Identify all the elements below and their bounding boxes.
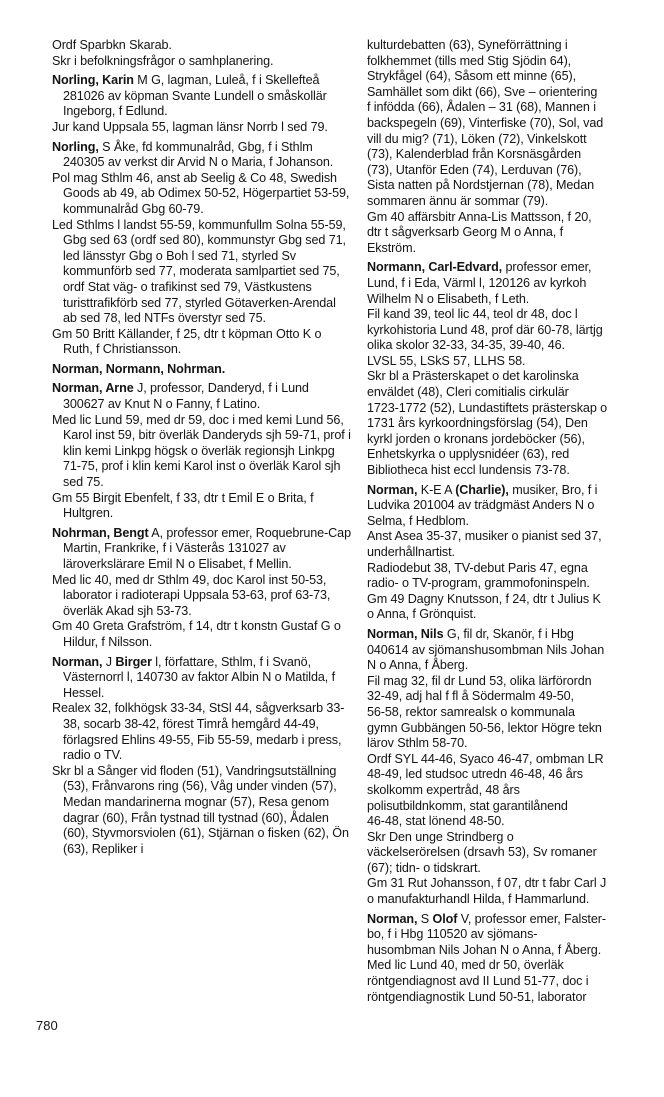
- text-line: polisutbildnkomm, stat garantilånend: [367, 798, 568, 813]
- text-line: Skr i befolkningsfrågor o samhplanering.: [52, 53, 274, 68]
- text-line: sommaren ännu är sommar (79).: [367, 193, 549, 208]
- text-line: radio- o TV-program, grammofoninspeln.: [367, 576, 590, 591]
- text-line: vill du mig? (71), Löken (72), Vinkelskott: [367, 131, 587, 146]
- entry-paragraph: [367, 830, 664, 877]
- entry-paragraph: Led Sthlms l landst 55-59, kommunfullm Solna 55-59, Gbg sed 63 (ordf sed 80), kommunstyr Gbg sed 71, led länsstyr Gbg o Boh l sed 71, styrled Sv kommunförb sed 77, moderata samlpartiet sed 75, ordf Stat väg- o trafikinst sed 79, Västkustens turisttrafikförb sed 77, styrled Götaverken-Arendal ab sed 78, led NTFs överstyr sed 75.: [52, 217, 346, 326]
- text-line: Enhetskyrka o upplysnidéer (63), red: [367, 447, 570, 462]
- entry-paragraph: [367, 38, 664, 210]
- biography-entry: Norman, J Birger l, författare, Sthlm, f i Svanö, Västernorrl l, 140730 av faktor Albin N o Matilda, f Hessel.: [52, 654, 336, 700]
- text-line: Samhället som dikt (66), Sve – orientering: [367, 84, 598, 99]
- text-line: Skr bl a Prästerskapet o det karolinska: [367, 369, 579, 384]
- text-line: o manufakturhandl Hilda, f Hammarlund.: [367, 892, 590, 907]
- text-line: bo, f i Hbg 110520 av sjömans-: [367, 927, 538, 942]
- text-line: 040614 av sjömanshusombman Nils Johan: [367, 642, 605, 657]
- text-line: Sista natten på Nordstjernan (78), Medan: [367, 178, 595, 193]
- text-line: (67); tidn- o tidskrart.: [367, 860, 481, 875]
- biography-entry: Nohrman, Bengt A, professor emer, Roquebrune-Cap Martin, Frankrike, f i Västerås 131027 av läroverkslärare Emil N o Elisabet, f Mellin.: [52, 525, 351, 571]
- cross-reference: [52, 362, 352, 378]
- entry-paragraph: Gm 50 Britt Källander, f 25, dtr t köpman Otto K o Ruth, f Christiansson.: [52, 326, 322, 357]
- text-line: Med lic Lund 40, med dr 50, överläk: [367, 958, 564, 973]
- biography-entry: Norling, S Åke, fd kommunalråd, Gbg, f i Sthlm 240305 av verkst dir Arvid N o Maria, f Johanson.: [52, 139, 334, 170]
- text-line: väckelserörelsen (drsavh 53), Sv romaner: [367, 845, 597, 860]
- entry-paragraph: [367, 561, 664, 592]
- entry-name: Norling,: [52, 139, 99, 154]
- text-line: Skr Den unge Strindberg o: [367, 829, 514, 844]
- entry-paragraph: [367, 958, 664, 1005]
- entry-name: Norman,: [367, 482, 418, 497]
- text-line: Ordf Sparbkn Skarab.: [52, 38, 172, 52]
- text-line: Strykfågel (64), Såsom ett minne (65),: [367, 69, 576, 84]
- text-line: Radiodebut 38, TV-debut Paris 47, egna: [367, 560, 588, 575]
- entry-paragraph: Gm 55 Birgit Ebenfelt, f 33, dtr t Emil E o Brita, f Hultgren.: [52, 490, 314, 521]
- text-line: skolkomm expertråd, 48 års: [367, 782, 520, 797]
- text-line: lärov Sthlm 58-70.: [367, 736, 468, 751]
- left-column: [52, 38, 352, 857]
- text-line: kyrkohistoria Lund 48, prof där 60-78, lärtjg: [367, 322, 603, 337]
- text-line: N o Anna, f Åberg.: [367, 658, 469, 673]
- text-line: 1723-1772 (52), Lundastiftets prästerskap o: [367, 400, 608, 415]
- biography-entry: Norling, Karin M G, lagman, Luleå, f i Skellefteå 281026 av köpman Svante Lundell o småskollär Ingeborg, f Edlund.: [52, 73, 327, 119]
- entry-paragraph: [367, 876, 664, 907]
- entry-paragraph: Realex 32, folkhögsk 33-34, StSl 44, sågverksarb 33-38, socarb 38-42, förest Timrå hemgård 44-49, förlagsred Ehlins 49-55, Fib 55-59, medarb i press, radio o TV.: [52, 701, 345, 763]
- entry-paragraph: Pol mag Sthlm 46, anst ab Seelig & Co 48, Swedish Goods ab 49, ab Odimex 50-52, Högerpartiet 53-59, kommunalråd Gbg 60-79.: [52, 170, 350, 216]
- text-line: kyrkl jorden o kronans jordeböcker (56),: [367, 431, 585, 446]
- text-line: 56-58, rektor samrealsk o kommunala: [367, 704, 575, 719]
- biography-entry: [367, 483, 664, 530]
- entry-paragraph: Gm 40 Greta Grafström, f 14, dtr t konstn Gustaf G o Hildur, f Nilsson.: [52, 619, 341, 649]
- entry-paragraph: [367, 592, 664, 623]
- entry-name: Nohrman, Bengt: [52, 525, 149, 540]
- biography-entry: [367, 627, 664, 674]
- text-line: (73), Utanför Eden (74), Lerduvan (76),: [367, 162, 582, 177]
- entry-name: Normann, Carl-Edvard,: [367, 260, 503, 275]
- text-line: Fil kand 39, teol lic 44, teol dr 48, doc l: [367, 307, 578, 322]
- text-line: Fil mag 32, fil dr Lund 53, olika lärförordn: [367, 673, 592, 688]
- text-line: gymn Gubbängen 50-56, lektor Högre tekn: [367, 720, 602, 735]
- entry-name: Norman, Arne: [52, 381, 134, 396]
- text-line: Norman, S Olof V, professor emer, Falster-: [367, 911, 606, 926]
- entry-paragraph: [367, 210, 664, 257]
- biography-entry: Norman, Arne J, professor, Danderyd, f i Lund 300627 av Knut N o Fanny, f Latino.: [52, 381, 309, 412]
- text-line: Bibliotheca hist eccl lundensis 73-78.: [367, 463, 570, 478]
- text-line: röntgendiagnost avd II Lund 51-77, doc i: [367, 974, 589, 989]
- entry-paragraph: Med lic 40, med dr Sthlm 49, doc Karol inst 50-53, laborator i radioterapi Uppsala 53-63, prof 63-73, överläk Akad sjh 53-73.: [52, 572, 331, 618]
- text-line: backspegeln (69), Vinterfiske (70), Sol, vad: [367, 115, 604, 130]
- text-line: Anst Asea 35-37, musiker o pianist sed 37,: [367, 529, 602, 544]
- entry-given-name: Birger: [115, 654, 152, 669]
- biography-entry: [367, 912, 664, 959]
- text-line: o Anna, f Grönquist.: [367, 607, 477, 622]
- biography-entry: [367, 260, 664, 307]
- text-line: Selma, f Hedblom.: [367, 513, 469, 528]
- text-line: enväldet (48), Cleri comitialis cirkulär: [367, 385, 569, 400]
- entry-name: Norman,: [52, 654, 103, 669]
- text-line: 46-48, stat lönend 48-50.: [367, 814, 505, 829]
- entry-given-name: (Charlie),: [455, 482, 509, 497]
- entry-name: Norman,: [367, 911, 418, 926]
- text-line: Ekström.: [367, 240, 416, 255]
- text-line: Wilhelm N o Elisabeth, f Leth.: [367, 291, 530, 306]
- text-line: Lund, f i Eda, Värml l, 120126 av kyrkoh: [367, 275, 587, 290]
- entry-paragraph: [367, 307, 664, 369]
- text-line: (73), Kalenderblad från Korsnäsgården: [367, 147, 582, 162]
- text-line: husombman Nils Johan N o Anna, f Åberg.: [367, 942, 602, 957]
- text-line: Gm 40 affärsbitr Anna-Lis Mattsson, f 20,: [367, 209, 592, 224]
- text-line: 48-49, led studsoc utredn 46-48, 46 års: [367, 767, 583, 782]
- text-line: underhållnartist.: [367, 545, 455, 559]
- text-line: f infödda (66), Ådalen – 31 (68), Mannen i: [367, 100, 596, 115]
- text-line: Gm 49 Dagny Knutsson, f 24, dtr t Julius K: [367, 591, 601, 606]
- text-line: dtr t sågverksarb Georg M o Anna, f: [367, 225, 563, 240]
- text-line: Ordf SYL 44-46, Syaco 46-47, ombman LR: [367, 751, 604, 766]
- entry-name: Norman, Nils: [367, 626, 444, 641]
- text-line: röntgendiagnostik Lund 50-51, laborator: [367, 989, 587, 1004]
- text-line: 1731 års kyrkoordningsförslag (54), Den: [367, 416, 588, 431]
- text-line: LVSL 55, LSkS 57, LLHS 58.: [367, 353, 526, 368]
- text-line: olika skolor 32-33, 34-35, 39-40, 46.: [367, 338, 565, 353]
- entry-paragraph: [367, 529, 664, 560]
- page-number: 780: [36, 1018, 58, 1033]
- text-line: Gm 31 Rut Johansson, f 07, dtr t fabr Carl J: [367, 876, 607, 891]
- entry-paragraph: Skr bl a Sånger vid floden (51), Vandringsutställning (53), Frånvarons ring (56), Våg under vinden (57), Medan mandarinerna mognar (57), Resa genom dagrar (60), Från tystnad till tystnad (60), Ådalen (60), Styvmorsviolen (61), Stjärnan o fisken (62), Ön (63), Repliker i: [52, 763, 349, 856]
- text-line: Ludvika 201004 av trädgmäst Anders N o: [367, 498, 595, 513]
- right-column: [367, 38, 664, 1005]
- entry-paragraph: [367, 674, 664, 752]
- text-line: folkhemmet (tills med Stig Sjödin 64),: [367, 53, 572, 68]
- entry-name: Norling, Karin: [52, 73, 134, 88]
- entry-paragraph: [367, 369, 664, 478]
- entry-paragraph: Jur kand Uppsala 55, lagman länsr Norrb l sed 79.: [52, 119, 328, 134]
- entry-given-name: Olof: [432, 911, 458, 926]
- text-line: Norman, K-E A (Charlie), musiker, Bro, f i: [367, 482, 598, 497]
- text-line: kulturdebatten (63), Syneförrättning i: [367, 38, 568, 52]
- text-line: Norman, Nils G, fil dr, Skanör, f i Hbg: [367, 626, 574, 641]
- entry-paragraph: Med lic Lund 59, med dr 59, doc i med kemi Lund 56, Karol inst 59, bitr överläk Danderyds sjh 59-71, prof i klin kemi Linkpg högsk o överläk regionsjh Linkpg 71-75, prof i klin kemi Karol inst o överläk Karol sjh sed 75.: [52, 412, 351, 490]
- text-line: Normann, Carl-Edvard, professor emer,: [367, 260, 592, 275]
- cross-reference-names: Norman, Normann, Nohrman.: [52, 361, 226, 376]
- text-line: 32-49, adj hal f fl å Södermalm 49-50,: [367, 689, 574, 704]
- entry-paragraph: [367, 752, 664, 830]
